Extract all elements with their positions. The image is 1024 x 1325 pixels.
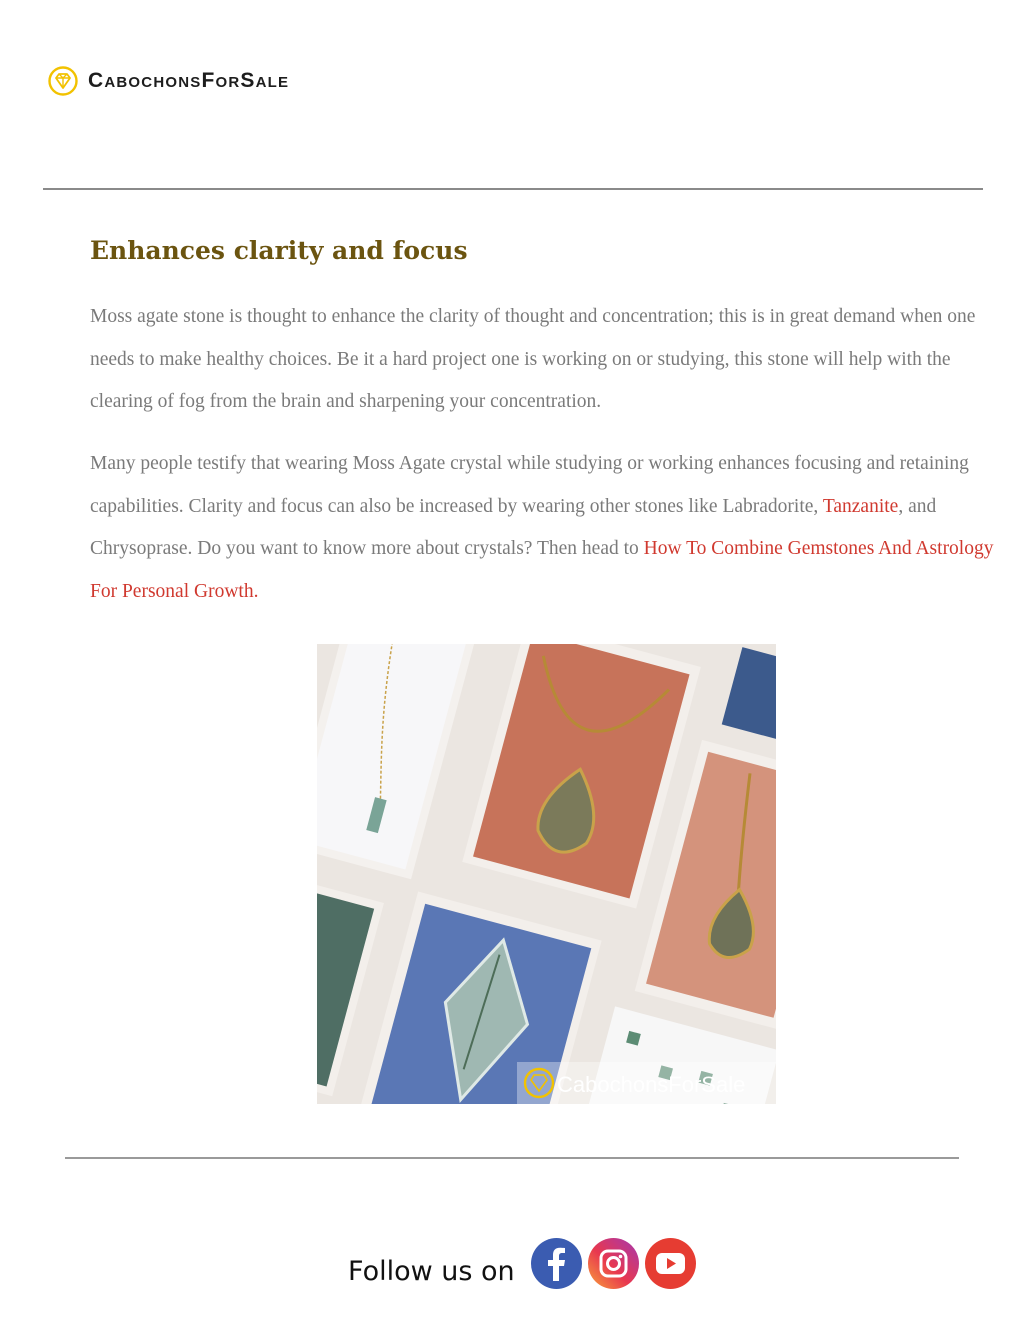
tanzanite-link[interactable]: Tanzanite [822,495,899,517]
follow-label: Follow us on [348,1256,515,1287]
divider-top [43,188,983,190]
brand-name: CabochonsForSale [88,69,290,92]
instagram-icon[interactable] [588,1238,639,1289]
astrology-article-link[interactable]: How To Combine Gemstones And Astrology For Personal Growth [90,538,994,602]
facebook-icon[interactable] [531,1238,582,1289]
paragraph-2-text-a: Many people testify that wearing Moss Agate crystal while studying or working enhances focusing and retaining capabilities. Clarity and focus can also be increased by wearing other stones like Labradorite, [90,453,969,517]
social-follow-bar [348,1238,702,1289]
youtube-icon[interactable] [645,1238,696,1289]
section-heading: Enhances clarity and focus [90,236,468,265]
divider-bottom [65,1157,959,1159]
brand-logo[interactable] [48,66,289,96]
paragraph-2-text-b: , and Chrysoprase. Do you want to know more about crystals? Then head to [90,495,937,559]
paragraph-2 [90,443,1002,613]
moss-agate-collage-image [317,644,776,1104]
paragraph-1: Moss agate stone is thought to enhance the clarity of thought and concentration; this is in great demand when one needs to make healthy choices. Be it a hard project one is working on or studying, this stone will help with the clearing of fog from the brain and sharpening your concentration. [90,306,976,412]
image-watermark: CabochonsForSale [557,1072,746,1097]
paragraph-2-period: . [253,580,259,602]
diamond-logo-icon [48,66,78,96]
